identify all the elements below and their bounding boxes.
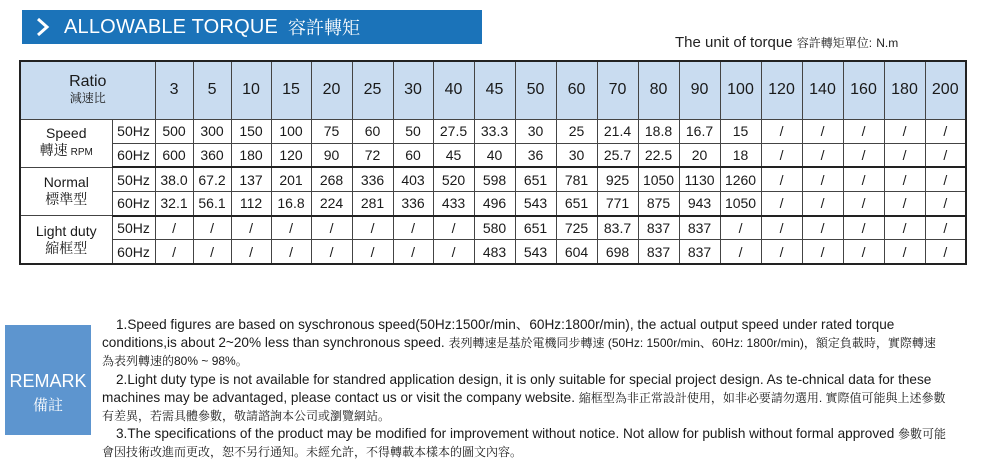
frequency-cell: 50Hz — [112, 216, 155, 240]
table-cell: 30 — [515, 119, 556, 143]
frequency-cell: 50Hz — [112, 167, 155, 191]
table-cell: / — [193, 216, 231, 240]
table-cell: 56.1 — [193, 191, 231, 215]
row-group-label-zh-line — [21, 191, 112, 208]
table-cell: / — [231, 240, 271, 264]
row-group-header — [20, 216, 112, 264]
remark-note-3-zh: 參數可能會因技術改進而更改，恕不另行通知。未經允許，不得轉載本樣本的圖文內容。 — [102, 427, 947, 460]
ratio-header-cell: 10 — [231, 61, 271, 119]
ratio-header-cell: 90 — [679, 61, 720, 119]
remarks-text — [102, 316, 947, 462]
table-cell: / — [802, 167, 843, 191]
unit-value: N.m — [876, 36, 899, 50]
ratio-header-label: Ratio — [69, 73, 107, 91]
table-cell: / — [761, 119, 802, 143]
ratio-header-cell: 50 — [515, 61, 556, 119]
row-group-label-zh-line — [21, 240, 112, 257]
chevron-right-icon — [32, 16, 54, 38]
row-group-label-zh: 轉速 — [39, 142, 68, 159]
table-cell: 120 — [271, 143, 311, 167]
table-cell: 72 — [352, 143, 393, 167]
table-cell: / — [843, 216, 884, 240]
table-cell: 543 — [515, 191, 556, 215]
table-cell: / — [761, 143, 802, 167]
table-cell: / — [884, 167, 925, 191]
unit-note-text: The unit of torque — [675, 34, 793, 51]
ratio-header-cell: 15 — [271, 61, 311, 119]
table-cell: 25 — [556, 119, 597, 143]
frequency-cell: 50Hz — [112, 119, 155, 143]
table-cell: 18.8 — [638, 119, 679, 143]
table-cell: 837 — [679, 240, 720, 264]
table-cell: 180 — [231, 143, 271, 167]
table-cell: 1050 — [638, 167, 679, 191]
page-title: ALLOWABLE TORQUE — [64, 15, 279, 38]
table-cell: 67.2 — [193, 167, 231, 191]
remark-note-2 — [102, 371, 947, 426]
table-cell: 100 — [271, 119, 311, 143]
table-cell: 300 — [193, 119, 231, 143]
table-cell: 725 — [556, 216, 597, 240]
table-cell: 698 — [597, 240, 638, 264]
ratio-header-cell: 140 — [802, 61, 843, 119]
table-cell: 16.8 — [271, 191, 311, 215]
table-cell: / — [802, 143, 843, 167]
ratio-header-cell: 100 — [720, 61, 761, 119]
table-cell: 60 — [352, 119, 393, 143]
table-header-row — [20, 61, 966, 119]
table-cell: / — [761, 167, 802, 191]
remark-note-1-zh: 表列轉速是基於電機同步轉速 (50Hz: 1500r/min、60Hz: 1800r/min)，額定負載時，實際轉速為表列轉速的80% ~ 98%。 — [102, 336, 936, 369]
table-cell: 943 — [679, 191, 720, 215]
ratio-header-cell: 3 — [155, 61, 193, 119]
table-cell: / — [271, 216, 311, 240]
remark-note-2-zh: 縮框型為非正常設計使用，如非必要請勿選用. 實際值可能與上述參數有差異，若需具體參數，敬請諮詢本公司或瀏覽網站。 — [102, 390, 946, 424]
table-cell: 20 — [679, 143, 720, 167]
table-cell: 25.7 — [597, 143, 638, 167]
ratio-header-cell: 40 — [433, 61, 474, 119]
remark-note-3 — [102, 425, 947, 461]
table-row — [20, 119, 966, 143]
table-cell: / — [193, 240, 231, 264]
table-cell: / — [925, 191, 966, 215]
table-cell: 651 — [515, 216, 556, 240]
ratio-header-cell: 160 — [843, 61, 884, 119]
table-cell: / — [884, 240, 925, 264]
table-cell: 15 — [720, 119, 761, 143]
table-cell: 281 — [352, 191, 393, 215]
table-cell: 598 — [474, 167, 515, 191]
table-cell: / — [393, 216, 433, 240]
table-cell: / — [843, 191, 884, 215]
table-cell: 18 — [720, 143, 761, 167]
ratio-header-cell: 45 — [474, 61, 515, 119]
table-cell: / — [925, 143, 966, 167]
table-cell: 600 — [155, 143, 193, 167]
table-cell: / — [311, 216, 352, 240]
ratio-header-cell: 120 — [761, 61, 802, 119]
table-cell: 45 — [433, 143, 474, 167]
table-cell: / — [884, 119, 925, 143]
table-cell: 32.1 — [155, 191, 193, 215]
table-body — [20, 119, 966, 264]
unit-note — [675, 34, 898, 51]
table-cell: / — [433, 240, 474, 264]
row-group-label-zh-line — [21, 142, 112, 161]
page-title-zh: 容許轉矩 — [288, 18, 361, 38]
ratio-header-cell: 30 — [393, 61, 433, 119]
row-group-header — [20, 119, 112, 167]
table-cell: 604 — [556, 240, 597, 264]
table-cell: / — [352, 216, 393, 240]
table-row — [20, 240, 966, 264]
table-cell: 224 — [311, 191, 352, 215]
remark-label-zh: 備註 — [32, 397, 63, 414]
table-cell: 651 — [515, 167, 556, 191]
table-cell: 38.0 — [155, 167, 193, 191]
table-cell: / — [884, 216, 925, 240]
table-cell: / — [843, 240, 884, 264]
table-cell: 520 — [433, 167, 474, 191]
table-cell: 336 — [393, 191, 433, 215]
table-row — [20, 167, 966, 191]
table-cell: / — [925, 216, 966, 240]
unit-note-text-zh: 容許轉矩單位: — [796, 36, 873, 50]
table-cell: / — [720, 240, 761, 264]
table-cell: / — [761, 191, 802, 215]
table-cell: / — [352, 240, 393, 264]
remark-note-2-en: 2.Light duty type is not available for standred application design, it is only suitable for special project design. As te-chnical data for these machines may be advantaged, please contact us or visit the company website. — [102, 371, 932, 405]
table-cell: 500 — [155, 119, 193, 143]
remark-label: REMARK — [9, 371, 87, 391]
table-cell: 40 — [474, 143, 515, 167]
table-cell: 33.3 — [474, 119, 515, 143]
table-cell: 483 — [474, 240, 515, 264]
row-group-label-zh: 標準型 — [45, 191, 88, 208]
table-row — [20, 143, 966, 167]
row-group-label: Speed — [46, 125, 87, 142]
table-cell: 580 — [474, 216, 515, 240]
table-cell: 336 — [352, 167, 393, 191]
table-cell: 651 — [556, 191, 597, 215]
table-cell: 50 — [393, 119, 433, 143]
row-group-label-zh: 縮框型 — [45, 239, 88, 256]
frequency-cell: 60Hz — [112, 240, 155, 264]
ratio-header-cell: 5 — [193, 61, 231, 119]
table-cell: 1050 — [720, 191, 761, 215]
table-cell: 433 — [433, 191, 474, 215]
frequency-cell: 60Hz — [112, 191, 155, 215]
table-cell: / — [761, 240, 802, 264]
table-cell: 201 — [271, 167, 311, 191]
table-cell: / — [843, 119, 884, 143]
row-group-header — [20, 167, 112, 215]
ratio-header — [20, 61, 155, 119]
table-cell: 75 — [311, 119, 352, 143]
row-group-label: Light duty — [35, 222, 97, 239]
remark-label-box — [5, 325, 91, 435]
table-cell: 837 — [638, 240, 679, 264]
table-cell: 837 — [679, 216, 720, 240]
table-cell: 27.5 — [433, 119, 474, 143]
table-cell: 150 — [231, 119, 271, 143]
table-cell: / — [761, 216, 802, 240]
table-cell: / — [925, 167, 966, 191]
table-cell: / — [393, 240, 433, 264]
table-cell: 1130 — [679, 167, 720, 191]
table-cell: 21.4 — [597, 119, 638, 143]
title-banner — [22, 10, 482, 44]
table-cell: / — [231, 216, 271, 240]
table-cell: 112 — [231, 191, 271, 215]
ratio-header-cell: 25 — [352, 61, 393, 119]
frequency-cell: 60Hz — [112, 143, 155, 167]
table-cell: / — [802, 240, 843, 264]
table-cell: 925 — [597, 167, 638, 191]
ratio-header-cell: 200 — [925, 61, 966, 119]
table-cell: 403 — [393, 167, 433, 191]
table-cell: / — [802, 191, 843, 215]
table-cell: 875 — [638, 191, 679, 215]
table-cell: 22.5 — [638, 143, 679, 167]
table-cell: 360 — [193, 143, 231, 167]
table-cell: / — [925, 240, 966, 264]
table-cell: 90 — [311, 143, 352, 167]
table-cell: 83.7 — [597, 216, 638, 240]
table-row — [20, 216, 966, 240]
table-cell: 36 — [515, 143, 556, 167]
table-cell: 30 — [556, 143, 597, 167]
table-cell: / — [271, 240, 311, 264]
table-cell: 60 — [393, 143, 433, 167]
table-cell: 771 — [597, 191, 638, 215]
table-cell: / — [884, 191, 925, 215]
table-cell: / — [311, 240, 352, 264]
row-group-label: Normal — [43, 174, 89, 191]
ratio-header-cell: 180 — [884, 61, 925, 119]
table-cell: 781 — [556, 167, 597, 191]
remark-note-1 — [102, 316, 947, 371]
table-cell: / — [843, 167, 884, 191]
ratio-header-label-zh: 減速比 — [69, 91, 106, 106]
table-cell: / — [433, 216, 474, 240]
ratio-header-cell: 80 — [638, 61, 679, 119]
table-cell: 543 — [515, 240, 556, 264]
table-cell: / — [802, 119, 843, 143]
remark-note-3-en: 3.The specifications of the product may be modified for improvement without notice. Not allow for publish without formal approved — [116, 426, 895, 442]
table-cell: / — [802, 216, 843, 240]
table-cell: 16.7 — [679, 119, 720, 143]
remark-note-1-en: 1.Speed figures are based on syschronous speed(50Hz:1500r/min、60Hz:1800r/min), the actual output speed under rated torque conditions,is about 2~20% less than synchronous speed. — [102, 317, 895, 351]
table-cell: / — [155, 240, 193, 264]
torque-table — [19, 60, 967, 265]
ratio-header-cell: 20 — [311, 61, 352, 119]
table-cell: / — [884, 143, 925, 167]
table-cell: 1260 — [720, 167, 761, 191]
table-cell: / — [720, 216, 761, 240]
row-group-unit: RPM — [70, 147, 93, 159]
table-row — [20, 191, 966, 215]
ratio-header-cell: 60 — [556, 61, 597, 119]
table-cell: 268 — [311, 167, 352, 191]
ratio-header-cell: 70 — [597, 61, 638, 119]
table-cell: 837 — [638, 216, 679, 240]
table-cell: / — [925, 119, 966, 143]
table-cell: / — [155, 216, 193, 240]
table-cell: 137 — [231, 167, 271, 191]
table-cell: / — [843, 143, 884, 167]
table-cell: 496 — [474, 191, 515, 215]
